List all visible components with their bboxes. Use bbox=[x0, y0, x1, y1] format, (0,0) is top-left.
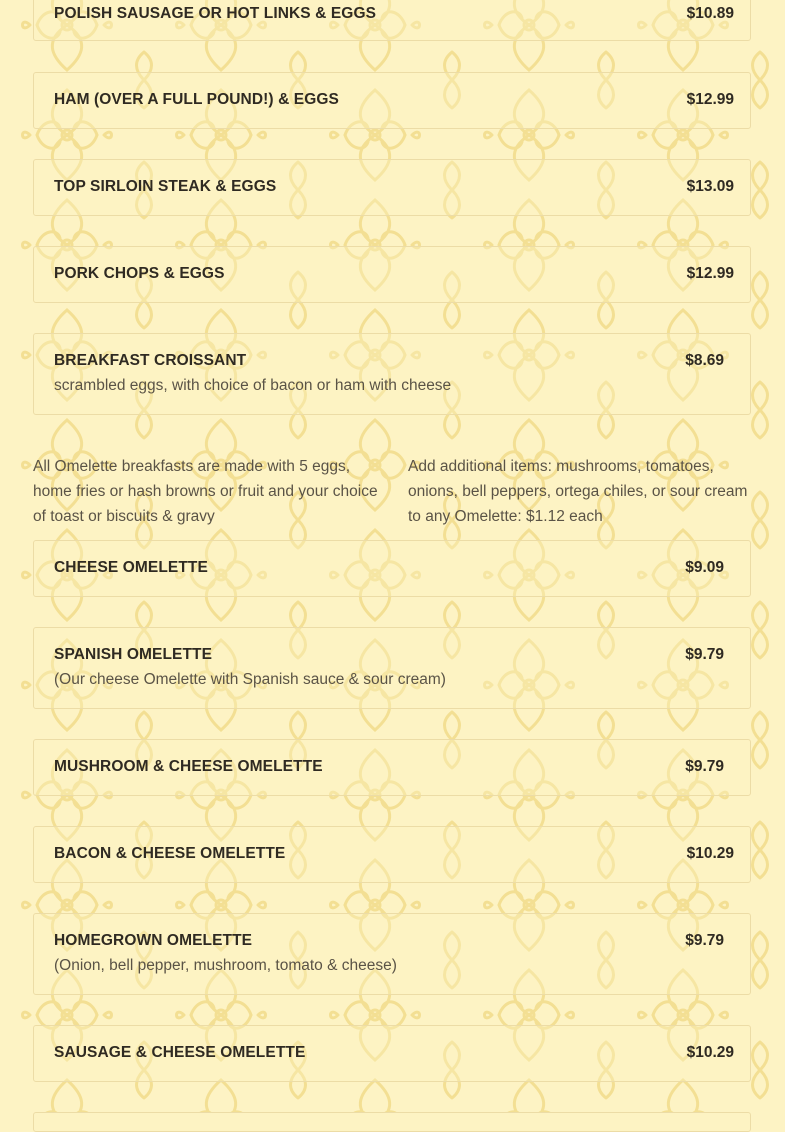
menu-item bbox=[33, 0, 751, 41]
item-name: HOMEGROWN OMELETTE bbox=[54, 932, 253, 949]
item-description: (Onion, bell pepper, mushroom, tomato & cheese) bbox=[54, 957, 397, 974]
menu-item bbox=[33, 246, 751, 303]
item-name: SAUSAGE & CHEESE OMELETTE bbox=[54, 1044, 306, 1061]
item-name: HAM (OVER A FULL POUND!) & EGGS bbox=[54, 91, 339, 108]
item-price: $12.99 bbox=[686, 91, 734, 108]
item-name: MUSHROOM & CHEESE OMELETTE bbox=[54, 758, 323, 775]
item-description: (Our cheese Omelette with Spanish sauce & sour cream) bbox=[54, 671, 446, 688]
item-name: TOP SIRLOIN STEAK & EGGS bbox=[54, 178, 277, 195]
item-price: $10.89 bbox=[686, 5, 734, 22]
item-name: SPANISH OMELETTE bbox=[54, 646, 213, 663]
menu-item bbox=[33, 627, 751, 709]
menu-item bbox=[33, 159, 751, 216]
item-name: BREAKFAST CROISSANT bbox=[54, 352, 247, 369]
item-name: PORK CHOPS & EGGS bbox=[54, 265, 225, 282]
menu-item bbox=[33, 913, 751, 995]
item-price: $9.79 bbox=[685, 758, 724, 775]
menu-item bbox=[33, 826, 751, 883]
menu-item bbox=[33, 540, 751, 597]
omelette-addons-note: Add additional items: mushrooms, tomatoes, onions, bell peppers, ortega chiles, or sour cream to any Omelette: $1.12 each bbox=[408, 458, 748, 525]
item-price: $9.79 bbox=[685, 646, 724, 663]
menu-item bbox=[33, 72, 751, 129]
item-price: $13.09 bbox=[686, 178, 734, 195]
item-name: CHEESE OMELETTE bbox=[54, 559, 208, 576]
menu-item bbox=[33, 739, 751, 796]
item-name: POLISH SAUSAGE OR HOT LINKS & EGGS bbox=[54, 5, 377, 22]
item-description: scrambled eggs, with choice of bacon or ham with cheese bbox=[54, 377, 452, 394]
item-name: BACON & CHEESE OMELETTE bbox=[54, 845, 286, 862]
omelette-info-note: All Omelette breakfasts are made with 5 eggs, home fries or hash browns or fruit and your choice of toast or biscuits & gravy bbox=[33, 458, 378, 525]
item-price: $12.99 bbox=[686, 265, 734, 282]
item-price: $9.79 bbox=[685, 932, 724, 949]
item-price: $8.69 bbox=[685, 352, 724, 369]
item-price: $10.29 bbox=[686, 845, 734, 862]
menu-item-partial bbox=[33, 1112, 751, 1132]
menu-item bbox=[33, 333, 751, 415]
item-price: $10.29 bbox=[686, 1044, 734, 1061]
menu-item bbox=[33, 1025, 751, 1082]
item-price: $9.09 bbox=[685, 559, 724, 576]
